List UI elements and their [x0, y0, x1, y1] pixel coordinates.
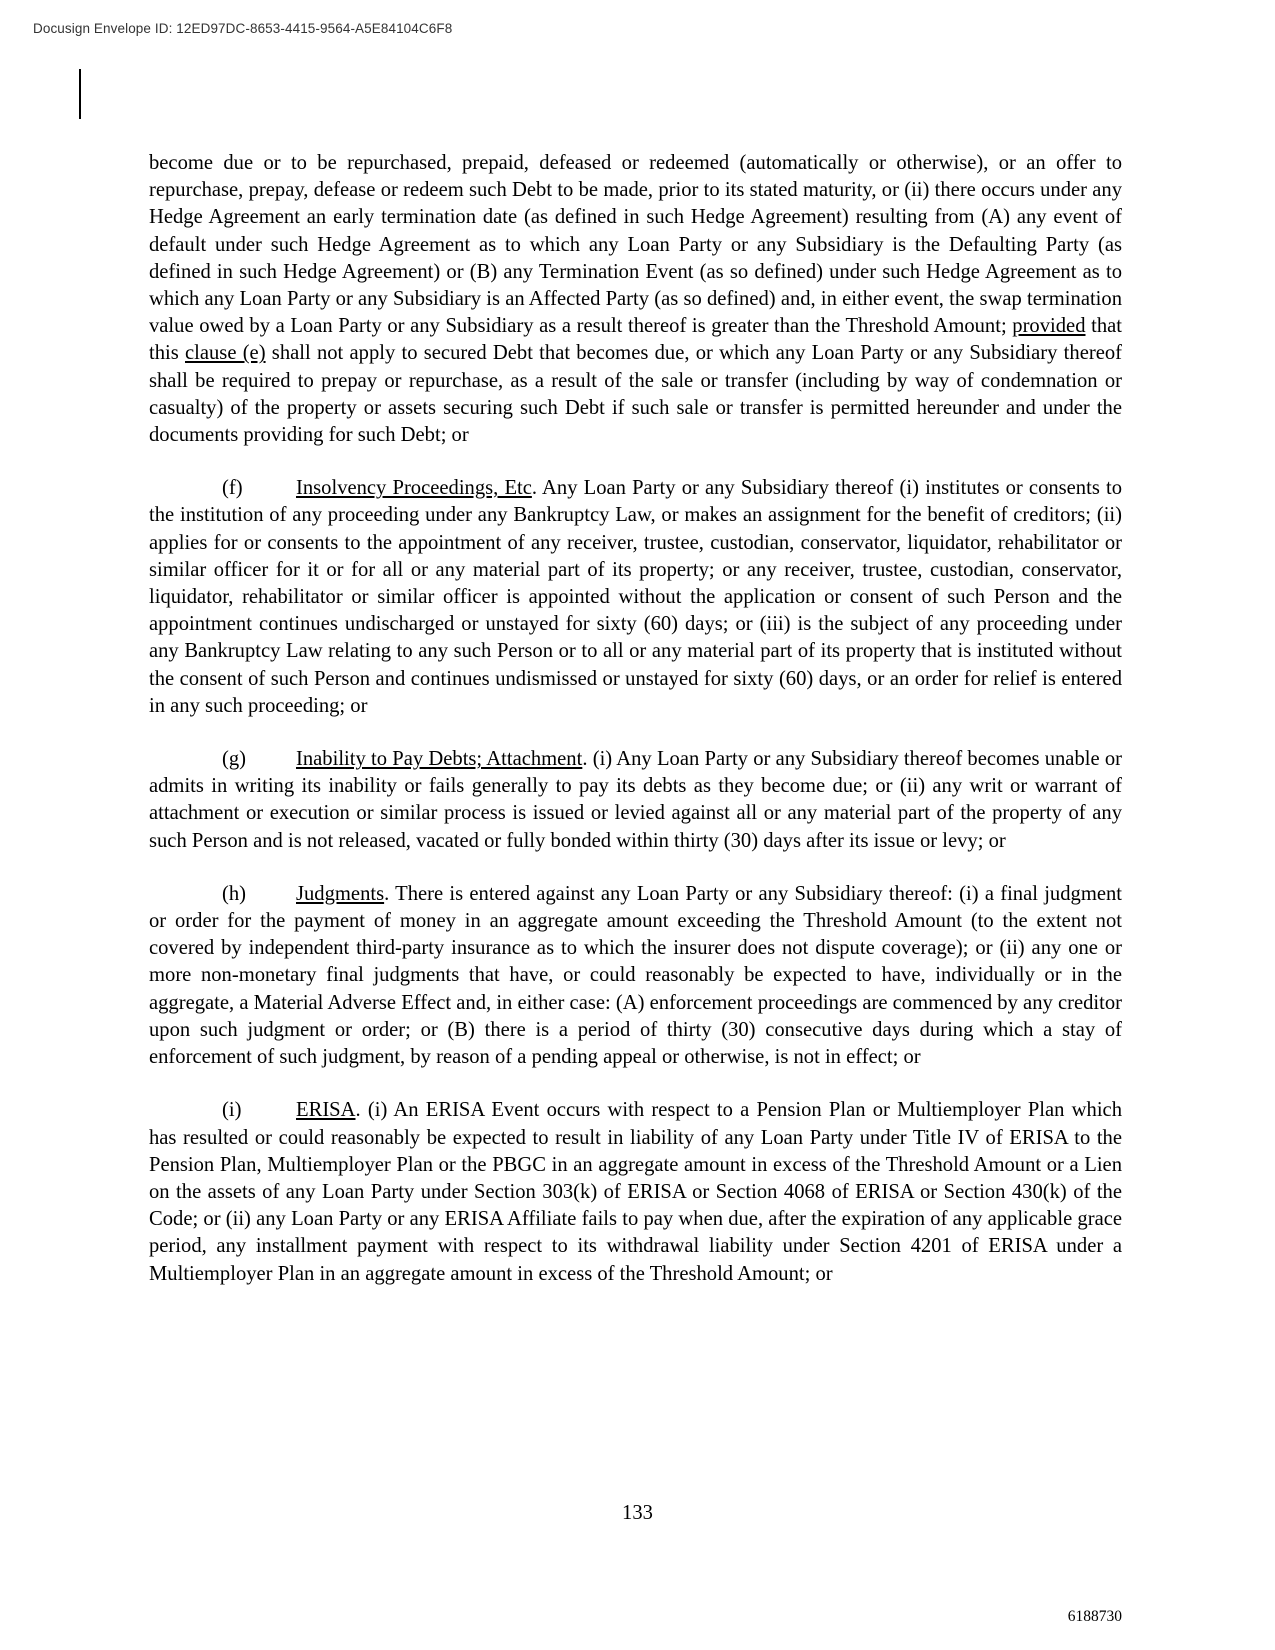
clause-body: . (i) Any Loan Party or any Subsidiary thereof becomes unable or admits in writing its inability or fails generally to pay its debts as they become due; or (ii) any writ or warrant of attachment or execution or similar process is issued or levied against all or any material part of the property of any such Person and is not released, vacated or fully bonded within thirty (30) days after its issue or levy; or — [149, 748, 1122, 852]
clause-heading: ERISA — [296, 1099, 356, 1122]
document-number: 6188730 — [1067, 1608, 1122, 1625]
document-body — [149, 150, 1122, 1314]
paragraph-text: shall not apply to secured Debt that becomes due, or which any Loan Party or any Subsidiary thereof shall be required to prepay or repurchase, as a result of the sale or transfer (including by way of condemnation or casualty) of the property or assets securing such Debt if such sale or transfer is permitted hereunder and under the documents providing for such Debt; or — [149, 342, 1122, 447]
clause-body: . Any Loan Party or any Subsidiary thereof (i) institutes or consents to the institution of any proceeding under any Bankruptcy Law, or makes an assignment for the benefit of creditors; (ii) applies for or consents to the appointment of any receiver, trustee, custodian, conservator, liquidator, rehabilitator or similar officer for it or for all or any material part of its property; or any receiver, trustee, custodian, conservator, liquidator, rehabilitator or similar officer is appointed without the application or consent of such Person and the appointment continues undischarged or unstayed for sixty (60) days; or (iii) is the subject of any proceeding under any Bankruptcy Law relating to any such Person or to all or any material part of its property that is instituted without the consent of such Person and continues undismissed or unstayed for sixty (60) days, or an order for relief is entered in any such proceeding; or — [149, 477, 1123, 717]
clause-reference: clause (e) — [185, 342, 266, 365]
docusign-envelope-id: Docusign Envelope ID: 12ED97DC-8653-4415-9564-A5E84104C6F8 — [33, 21, 453, 36]
paragraph-text: become due or to be repurchased, prepaid, defeased or redeemed (automatically or otherwise), or an offer to repurchase, prepay, defease or redeem such Debt to be made, prior to its stated maturity, or (ii) there occurs under any Hedge Agreement an early termination date (as defined in such Hedge Agreement) resulting from (A) any event of default under such Hedge Agreement as to which any Loan Party or any Subsidiary is the Defaulting Party (as defined in such Hedge Agreement) or (B) any Termination Event (as so defined) under such Hedge Agreement as to which any Loan Party or any Subsidiary is an Affected Party (as so defined) and, in either event, the swap termination value owed by a Loan Party or any Subsidiary as a result thereof is greater than the Threshold Amount; — [149, 152, 1122, 338]
paragraph-g — [149, 746, 1122, 855]
revision-bar — [79, 69, 81, 119]
clause-label: (h) — [222, 882, 247, 905]
clause-body: . (i) An ERISA Event occurs with respect to a Pension Plan or Multiemployer Plan which has resulted or could reasonably be expected to result in liability of any Loan Party under Title IV of ERISA to the Pension Plan, Multiemployer Plan or the PBGC in an aggregate amount in excess of the Threshold Amount or a Lien on the assets of any Loan Party under Section 303(k) of ERISA or Section 4068 of ERISA or Section 430(k) of the Code; or (ii) any Loan Party or any ERISA Affiliate fails to pay when due, after the expiration of any applicable grace period, any installment payment with respect to its withdrawal liability under Section 4201 of ERISA under a Multiemployer Plan in an aggregate amount in excess of the Threshold Amount; or — [149, 1099, 1122, 1285]
clause-heading: Inability to Pay Debts; Attachment — [296, 748, 583, 771]
provided-term: provided — [1012, 315, 1086, 338]
paragraph-i — [149, 1097, 1122, 1287]
paragraph-e-continuation — [149, 150, 1122, 449]
clause-label: (i) — [222, 1099, 242, 1122]
clause-heading: Insolvency Proceedings, Etc — [296, 477, 532, 500]
paragraph-f — [149, 475, 1122, 720]
clause-label: (g) — [222, 748, 247, 771]
clause-heading: Judgments — [296, 882, 385, 905]
page-number: 133 — [622, 1502, 653, 1524]
clause-label: (f) — [222, 477, 243, 500]
paragraph-h — [149, 881, 1122, 1071]
clause-body: . There is entered against any Loan Party or any Subsidiary thereof: (i) a final judgment or order for the payment of money in an aggregate amount exceeding the Threshold Amount (to the extent not covered by independent third-party insurance as to which the insurer does not dispute coverage); or (ii) any one or more non-monetary final judgments that have, or could reasonably be expected to have, individually or in the aggregate, a Material Adverse Effect and, in either case: (A) enforcement proceedings are commenced by any creditor upon such judgment or order; or (B) there is a period of thirty (30) consecutive days during which a stay of enforcement of such judgment, by reason of a pending appeal or otherwise, is not in effect; or — [149, 882, 1122, 1069]
paragraph-text: that this — [149, 315, 1122, 365]
